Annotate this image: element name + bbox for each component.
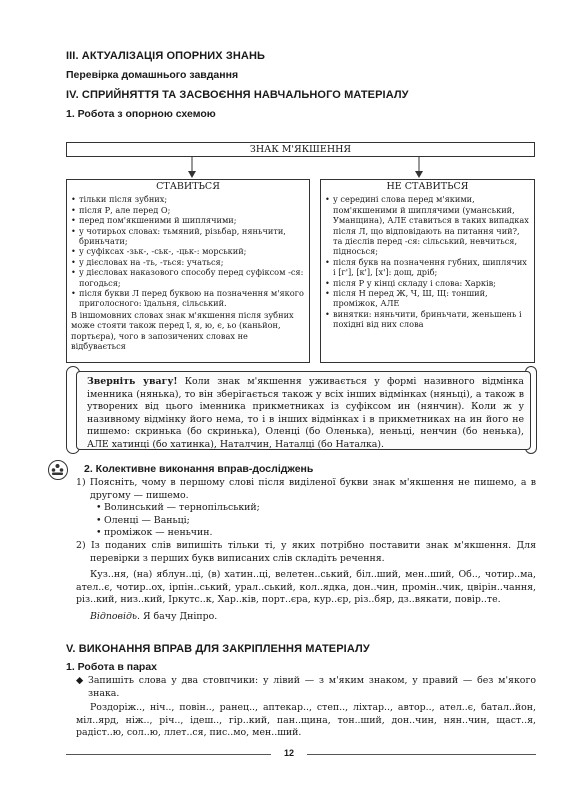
answer-label: Відповідь.: [90, 610, 140, 622]
scheme-left-item: • у чотирьох словах: тьмяний, різьбар, няньчити, бриньчати;: [71, 226, 305, 247]
scheme-right-box: [320, 179, 535, 363]
pairs-words: Роздоріж.., ніч.., повін.., ранец.., аптекар.., степ.., ліхтар.., автор.., ател..є, батал..йон, міл..ярд, ніж.., річ.., ідеш.., гір..кий, пан..щина, тон..ший, дон..чин, нян..чин, щаст..я, радіст..ю, сол..ю, ллет..ся, пис..мо, мен..ший.: [76, 702, 536, 739]
scheme-right-item: • у середині слова перед м'якими, пом'якшеними й шиплячими (уманський, Уманщина), АЛЕ ставиться в таких випадках після Л, що відповідають на питання чий?, та дієслів перед -ся: сільський, невчиться, підносься;: [325, 194, 530, 256]
list-item: • Волинський — тернопільський;: [96, 502, 536, 515]
pairs-body: [76, 675, 536, 740]
section-3-subtitle: Перевірка домашнього завдання: [66, 69, 239, 81]
scheme-left-note: В іншомовних словах знак м'якшення після зубних може стояти також перед ї, я, ю, є, ьо (каньйон, портьєра), чого в запозичених словах не відбувається: [71, 309, 294, 352]
footer-line-right: [307, 754, 536, 755]
attention-note-lead: Зверніть увагу!: [87, 376, 178, 387]
task-2-question-1: 1) Поясніть, чому в першому слові після виділеної букви знак м'якшення не пишемо, а в другому — пишемо.: [76, 477, 536, 501]
task-2-pairs: [76, 502, 536, 540]
scheme-left-box: [66, 179, 310, 363]
task-2-answer: [76, 611, 536, 624]
scheme-right-item: • винятки: няньчити, бриньчати, женьшень і похідні від них слова: [325, 309, 530, 330]
scheme-left-item: • у дієсловах на -ть, -ться: учаться;: [71, 257, 305, 267]
scheme-left-title: СТАВИТЬСЯ: [156, 181, 220, 192]
pairs-instruction-text: Запишіть слова у два стовпчики: у лівий — з м'яким знаком, у правий — без м'якого знака.: [88, 675, 536, 699]
task-2-words: Куз..ня, (на) яблун..ці, (в) хатин..ці, велетен..ський, біл..ший, мен..ший, Об.., чотир..ма, ател..є, чотир..ох, ірпін..ський, урал..ський, кол..ядка, дон..чин, промін..чик, цвірін..чання, різ..кий, низ..кий, Іркутс..к, Хар..ків, порт..єра, кур..єр, різ..бяр, дз..вякати, повір..те.: [76, 569, 536, 606]
scheme-left-item: • перед пом'якшеними й шиплячими;: [71, 215, 305, 225]
scheme-right-item: • після букв на позначення губних, шиплячих і [г'], [к'], [х']: дощ, дріб;: [325, 257, 530, 278]
scheme-right-title: НЕ СТАВИТЬСЯ: [386, 181, 469, 192]
section-4-subtitle: 1. Робота з опорною схемою: [66, 108, 216, 120]
section-4-title: IV. СПРИЙНЯТТЯ ТА ЗАСВОЄННЯ НАВЧАЛЬНОГО МАТЕРІАЛУ: [66, 89, 409, 101]
list-item: • проміжок — неньчин.: [96, 527, 536, 540]
section-5-subtitle: 1. Робота в парах: [66, 661, 158, 673]
scheme-right-item: • після Р у кінці складу і слова: Харків;: [325, 278, 530, 288]
scheme-left-item: • тільки після зубних;: [71, 194, 305, 204]
group-work-icon: [48, 460, 68, 480]
page-number: 12: [283, 748, 294, 758]
scheme-left-list: [71, 194, 305, 308]
pairs-instruction: [76, 675, 536, 700]
attention-note-text: Коли знак м'якшення уживається у формі називного відмінка іменника (нянька), то він зберігається також у всіх інших відмінках (няньці), а також в утворених від цього іменника прикметниках із суфіксом ин (нянчин). Коли ж у називному відмінку його нема, то і в інших відмінках і в прикметниках на ин його не пишемо: скринька (бо скринька), Оленці (бо Оленька), неньці, ненчин (бо ненька), АЛЕ хатинці (бо хатинка), Наталчин, Наталці (бо Наталка).: [87, 376, 524, 450]
attention-note: [76, 371, 531, 450]
section-3-title: ІІІ. АКТУАЛІЗАЦІЯ ОПОРНИХ ЗНАНЬ: [66, 50, 266, 62]
answer-text: Я бачу Дніпро.: [140, 610, 218, 622]
scheme-left-item: • у суфіксах -зьк-, -ськ-, -цьк-: морський;: [71, 246, 305, 256]
footer-line-left: [66, 754, 271, 755]
list-item: • Оленці — Ваньці;: [96, 515, 536, 528]
section-5: [66, 643, 536, 673]
scheme-right-list: [325, 194, 530, 329]
scheme-left-item: • у дієсловах наказового способу перед суфіксом -ся: погодься;: [71, 267, 305, 288]
task-2-body: [76, 477, 536, 624]
task-2-block: [84, 463, 536, 475]
task-2-title: 2. Колективне виконання вправ-досліджень: [84, 463, 314, 475]
section-5-title: V. ВИКОНАННЯ ВПРАВ ДЛЯ ЗАКРІПЛЕННЯ МАТЕРІАЛУ: [66, 643, 370, 655]
scheme-left-item: • після Р, але перед О;: [71, 205, 305, 215]
scheme-left-item: • після букви Л перед буквою на позначення м'якого приголосного: їдальня, сільський.: [71, 288, 305, 309]
scheme-right-item: • після Н перед Ж, Ч, Ш, Щ: тонший, проміжок, АЛЕ: [325, 288, 530, 309]
task-2-question-2: 2) Із поданих слів випишіть тільки ті, у яких потрібно поставити знак м'якшення. Для перевірки з перших букв виписаних слів складіть речення.: [76, 539, 536, 564]
diamond-bullet-icon: ◆: [76, 675, 84, 686]
scheme-title: ЗНАК М'ЯКШЕННЯ: [66, 142, 535, 157]
scheme-arrows: [66, 157, 536, 179]
